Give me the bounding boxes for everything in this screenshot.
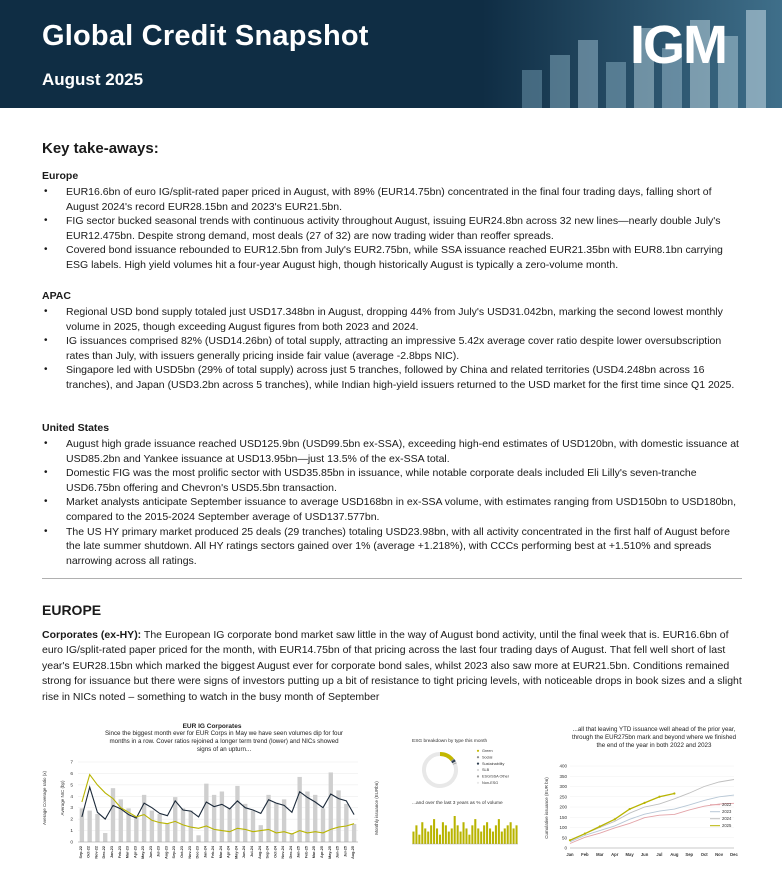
x-tick-label: Oct xyxy=(700,852,708,857)
bar xyxy=(142,795,146,842)
data-point xyxy=(599,825,601,827)
region-heading: United States xyxy=(42,422,110,434)
legend-label: 2025 xyxy=(722,823,732,828)
y-tick-label: 0 xyxy=(70,840,73,846)
x-tick-label: Apr-23 xyxy=(133,846,138,859)
bar xyxy=(103,833,107,842)
x-tick-label: Dec xyxy=(730,852,738,857)
section-divider xyxy=(42,578,742,579)
header-banner xyxy=(0,0,782,108)
bar xyxy=(274,803,278,842)
legend-label: ESG/SSA Other xyxy=(482,774,510,779)
bar xyxy=(196,835,200,842)
bar xyxy=(495,825,497,844)
bar xyxy=(480,832,482,844)
x-tick-label: Feb-25 xyxy=(304,846,309,859)
bullet-item: • FIG sector bucked seasonal trends with continuous activity throughout August, issuing EUR24.8bn across 32 new lines—nearly double July's EUR12.475bn. Despite strong demand, most deals (27 of 32) are now trading wider than reoffer spreads. xyxy=(42,214,742,243)
bar xyxy=(227,808,231,842)
bar xyxy=(513,828,515,844)
y-axis-label-left: Average Coverage ratio (x) xyxy=(42,771,47,825)
x-tick-label: May-24 xyxy=(234,846,239,859)
bar xyxy=(297,777,301,842)
data-point xyxy=(569,839,571,841)
legend-label: Social xyxy=(482,755,493,760)
paragraph-body: The European IG corporate bond market saw little in the way of August bond activity, until the final week that is. EUR16.6bn of euro IG/split-rated paper priced for the month, with EUR14.75bn of that pricing across the last four trading days of August. That fell well short of last year's EUR28.15bn which marked the biggest August ever for corporate bond sales, whilst 2023 also saw more at EUR21.5bn. Conditions remained strong for issuance but there were signs of investors putting up a bit of resistance to tight pricing levels, with noticeable drops in book sizes and a slight rise in NICs noted – something to watch in the busy month of September xyxy=(42,629,742,703)
legend-label: 2024 xyxy=(722,816,732,821)
x-tick-label: Oct-23 xyxy=(180,846,184,858)
page-title: Global Credit Snapshot xyxy=(42,20,369,52)
legend-swatch xyxy=(477,775,479,777)
x-tick-label: Jun-23 xyxy=(148,846,153,859)
legend-swatch xyxy=(477,763,479,765)
chart-title: ESG breakdown by type this month xyxy=(412,739,488,744)
y-tick-label: 4 xyxy=(70,794,73,800)
x-tick-label: Jun-24 xyxy=(242,846,247,859)
bar xyxy=(439,835,441,844)
x-tick-label: Nov-22 xyxy=(94,846,99,859)
bar xyxy=(134,817,138,842)
x-tick-label: Mar-23 xyxy=(125,846,130,859)
y-tick-label: 3 xyxy=(70,806,73,812)
x-tick-label: Aug-25 xyxy=(351,846,356,859)
bullet-item: • Market analysts anticipate September issuance to average USD168bn in ex-SSA volume, with estimates ranging from USD150bn to USD180bn, compared to the 2015-2024 September average of USD137.577bn. xyxy=(42,495,742,524)
x-tick-label: Nov-23 xyxy=(187,846,192,859)
bar xyxy=(462,822,464,844)
chart-title-text: ...all that leaving YTD issuance well ahead of the prior year, through the EUR275bn mark and beyond where we finished the end of the year in both 2022 and 2023 xyxy=(571,726,737,749)
bar xyxy=(483,825,485,844)
bar xyxy=(507,825,509,844)
data-point xyxy=(584,833,586,835)
pie-slice xyxy=(452,760,453,761)
data-point xyxy=(614,818,616,820)
bar xyxy=(212,795,216,842)
bar xyxy=(486,822,488,844)
bar xyxy=(150,811,154,842)
esg-breakdown-chart xyxy=(398,718,533,864)
bar xyxy=(498,819,500,844)
x-tick-label: Jan-25 xyxy=(296,846,301,859)
bullet-item: • Domestic FIG was the most prolific sector with USD35.85bn in issuance, while notable corporate deals included Eli Lilly's seven-tranche USD6.75bn offering and Chevron's USD5.5bn transaction. xyxy=(42,466,742,495)
europe-paragraph xyxy=(42,628,742,705)
x-tick-label: Sep-22 xyxy=(78,846,83,859)
legend-label: 2022 xyxy=(722,802,732,807)
chart-subtitle-text: Since the biggest month ever for EUR Corps in May we have seen volumes dip for four months in a row. Cover ratios rejoined a longer term trend (lower) and NICs showed signs of an upturn... xyxy=(105,730,343,753)
legend-label: Non-ESG xyxy=(482,781,499,785)
y-tick-label: 400 xyxy=(559,763,567,769)
x-tick-label: Mar-25 xyxy=(312,846,317,859)
bar xyxy=(468,835,470,844)
bar xyxy=(259,825,263,842)
x-tick-label: Mar xyxy=(596,852,604,857)
bar xyxy=(421,822,423,844)
y-axis-label-right: Monthly issuance (EURbn) xyxy=(374,781,379,835)
bar xyxy=(445,825,447,844)
data-point xyxy=(643,802,645,804)
x-tick-label: Jan xyxy=(566,852,574,857)
bar xyxy=(220,792,224,842)
x-tick-label: Sep-23 xyxy=(172,846,177,859)
chart-title xyxy=(568,726,740,762)
bar xyxy=(111,788,115,842)
x-tick-label: Sep xyxy=(685,852,694,857)
y-tick-label: 200 xyxy=(559,804,567,810)
chart-subtitle xyxy=(104,730,344,760)
bar xyxy=(433,819,435,844)
bar xyxy=(448,832,450,844)
bar xyxy=(492,832,494,844)
y-tick-label: 50 xyxy=(561,835,567,841)
y-tick-label: 6 xyxy=(70,771,73,777)
bar xyxy=(352,824,356,842)
bar xyxy=(157,814,161,842)
y-tick-label: 350 xyxy=(559,773,567,779)
bullet-item: • Regional USD bond supply totaled just USD17.348bn in August, dropping 44% from July's USD31.042bn, marking the second lowest monthly volume in 2025, though exceeding August figures from both 2023 and 2024. xyxy=(42,305,742,334)
bar xyxy=(427,832,429,844)
x-tick-label: Jul xyxy=(656,852,663,857)
pie-slice xyxy=(453,761,454,763)
x-tick-label: Oct-24 xyxy=(273,846,278,858)
legend-swatch xyxy=(477,750,479,752)
europe-takeaways xyxy=(42,170,742,273)
bullet-item: • IG issuances comprised 82% (USD14.26bn) of total supply, attracting an impressive 5.42x average cover ratio despite lower oversubscription rates than July, with issuers generally pricing inside fair value (average -2.8bps NIC). xyxy=(42,334,742,363)
x-tick-label: May xyxy=(625,852,634,857)
x-tick-label: Jul-23 xyxy=(156,846,161,857)
y-tick-label: 7 xyxy=(70,760,73,766)
x-tick-label: Aug-23 xyxy=(164,846,169,859)
bar xyxy=(95,814,99,842)
y-tick-label: 2 xyxy=(70,817,73,823)
bar xyxy=(465,828,467,844)
bar xyxy=(510,822,512,844)
bar xyxy=(251,811,255,842)
data-point xyxy=(658,796,660,798)
bar xyxy=(243,804,247,842)
legend-swatch xyxy=(477,769,479,771)
x-tick-label: Aug xyxy=(670,852,679,857)
bar xyxy=(454,816,456,844)
y-tick-label: 300 xyxy=(559,784,567,789)
bar xyxy=(305,792,309,842)
x-tick-label: Jul-25 xyxy=(343,846,348,857)
bullet-item: • August high grade issuance reached USD125.9bn (USD99.5bn ex-SSA), exceeding high-end estimates of USD120bn, with domestic issuance at USD85.2bn and Yankee issuance at USD13.95bn—just 13.5% of the ex-SSA total. xyxy=(42,437,742,466)
x-tick-label: May-23 xyxy=(141,846,146,859)
x-tick-label: Sep-24 xyxy=(265,846,270,859)
bar xyxy=(204,784,208,842)
cumulative-issuance-chart xyxy=(544,718,742,864)
legend-swatch xyxy=(477,756,479,758)
bar xyxy=(515,825,517,844)
region-heading: Europe xyxy=(42,170,79,182)
x-tick-label: Dec-23 xyxy=(195,846,200,859)
bar xyxy=(489,828,491,844)
x-tick-label: Feb-23 xyxy=(117,846,122,859)
x-tick-label: Feb xyxy=(581,852,589,857)
eur-ig-corporates-chart xyxy=(42,718,382,864)
bar xyxy=(344,804,348,842)
legend-label: Green xyxy=(482,749,493,753)
europe-heading: EUROPE xyxy=(42,602,102,618)
bar xyxy=(442,822,444,844)
y-tick-label: 1 xyxy=(70,829,73,835)
x-tick-label: May-25 xyxy=(327,846,332,859)
y-tick-label: 0 xyxy=(564,845,567,851)
x-tick-label: Oct-22 xyxy=(86,846,91,858)
bullet-item: • Singapore led with USD5bn (29% of total supply) across just 5 tranches, followed by China and related territories (USD4.248bn across 16 tranches), and Japan (USD3.2bn across 5 tranches), while Indian high-yield issuers returned to the USD market for the first time since Q1 2025. xyxy=(42,363,742,392)
bar xyxy=(418,835,420,844)
x-tick-label: Mar-24 xyxy=(218,846,223,859)
x-tick-label: Jul-24 xyxy=(250,846,254,857)
x-tick-label: Jan-24 xyxy=(203,846,208,859)
bar xyxy=(415,825,417,844)
bar xyxy=(87,811,91,842)
x-tick-label: Feb-24 xyxy=(211,846,216,859)
bar xyxy=(424,828,426,844)
data-point xyxy=(673,792,675,794)
x-tick-label: Jun xyxy=(640,852,649,857)
y-tick-label: 5 xyxy=(70,783,73,789)
y-tick-label: 250 xyxy=(559,794,567,800)
bar xyxy=(460,832,462,844)
bullet-item: • The US HY primary market produced 25 deals (29 tranches) totaling USD23.98bn, with all activity concentrated in the first half of August before the late summer shutdown. All HY ratings sectors gained over 1% (average +1.218%), with CCCs performing best at +1.510% and spreads narrowing across all ratings. xyxy=(42,525,742,569)
bar xyxy=(471,825,473,844)
x-tick-label: Aug-24 xyxy=(257,846,262,859)
bar xyxy=(501,832,503,844)
pie-slice xyxy=(440,754,452,760)
chart-title: ...and over the last 3 years as % of volume xyxy=(412,801,503,806)
us-takeaways xyxy=(42,422,742,568)
apac-takeaways xyxy=(42,290,742,393)
data-point xyxy=(629,808,631,810)
legend-label: SLB xyxy=(482,768,490,773)
bar xyxy=(504,828,506,844)
legend-swatch xyxy=(477,782,479,784)
x-tick-label: Jun-25 xyxy=(335,846,340,859)
chart-title: EUR IG Corporates xyxy=(182,723,242,730)
bar xyxy=(436,828,438,844)
x-tick-label: Dec-22 xyxy=(102,846,107,859)
x-tick-label: Jan-23 xyxy=(110,846,114,859)
bar xyxy=(474,819,476,844)
bar xyxy=(412,832,414,844)
legend-label: Sustainability xyxy=(482,761,505,766)
bar xyxy=(321,808,325,842)
x-tick-label: Nov xyxy=(715,852,724,857)
x-tick-label: Dec-24 xyxy=(288,846,293,859)
bar xyxy=(329,772,333,842)
bullet-item: • Covered bond issuance rebounded to EUR12.5bn from July's EUR2.75bn, while SSA issuance reached EUR21.35bn with EUR8.1bn carrying ESG labels. High yield volumes hit a four-year August high, though historically August is typically a zero-volume month. xyxy=(42,243,742,272)
series-line xyxy=(570,803,734,843)
page-subtitle: August 2025 xyxy=(42,70,144,89)
igm-logo: IGM xyxy=(630,15,726,75)
x-tick-label: Apr-25 xyxy=(320,846,324,859)
bullet-item: • EUR16.6bn of euro IG/split-rated paper priced in August, with 89% (EUR14.75bn) concentrated in the final four trading days, falling short of August 2024's record EUR28.15bn and 2023's EUR21.5bn. xyxy=(42,185,742,214)
x-tick-label: Apr xyxy=(611,852,619,857)
bar xyxy=(165,824,169,842)
y-tick-label: 150 xyxy=(559,814,567,820)
bar xyxy=(80,808,84,842)
x-tick-label: Apr-24 xyxy=(226,846,231,859)
x-tick-label: Nov-24 xyxy=(281,846,286,859)
legend-label: 2023 xyxy=(722,809,732,814)
series-line xyxy=(570,780,734,841)
y-tick-label: 100 xyxy=(559,825,567,830)
y-axis-label-left2: Average NIC (bp) xyxy=(60,780,65,816)
region-heading: APAC xyxy=(42,290,71,302)
key-takeaways-heading: Key take-aways: xyxy=(42,140,159,157)
bar xyxy=(477,828,479,844)
y-axis-label: Cumulative issuance (EUR bn) xyxy=(544,777,549,839)
bar xyxy=(457,825,459,844)
bar xyxy=(430,825,432,844)
bar xyxy=(235,786,239,842)
bar xyxy=(451,828,453,844)
paragraph-lead: Corporates (ex-HY): xyxy=(42,629,142,641)
